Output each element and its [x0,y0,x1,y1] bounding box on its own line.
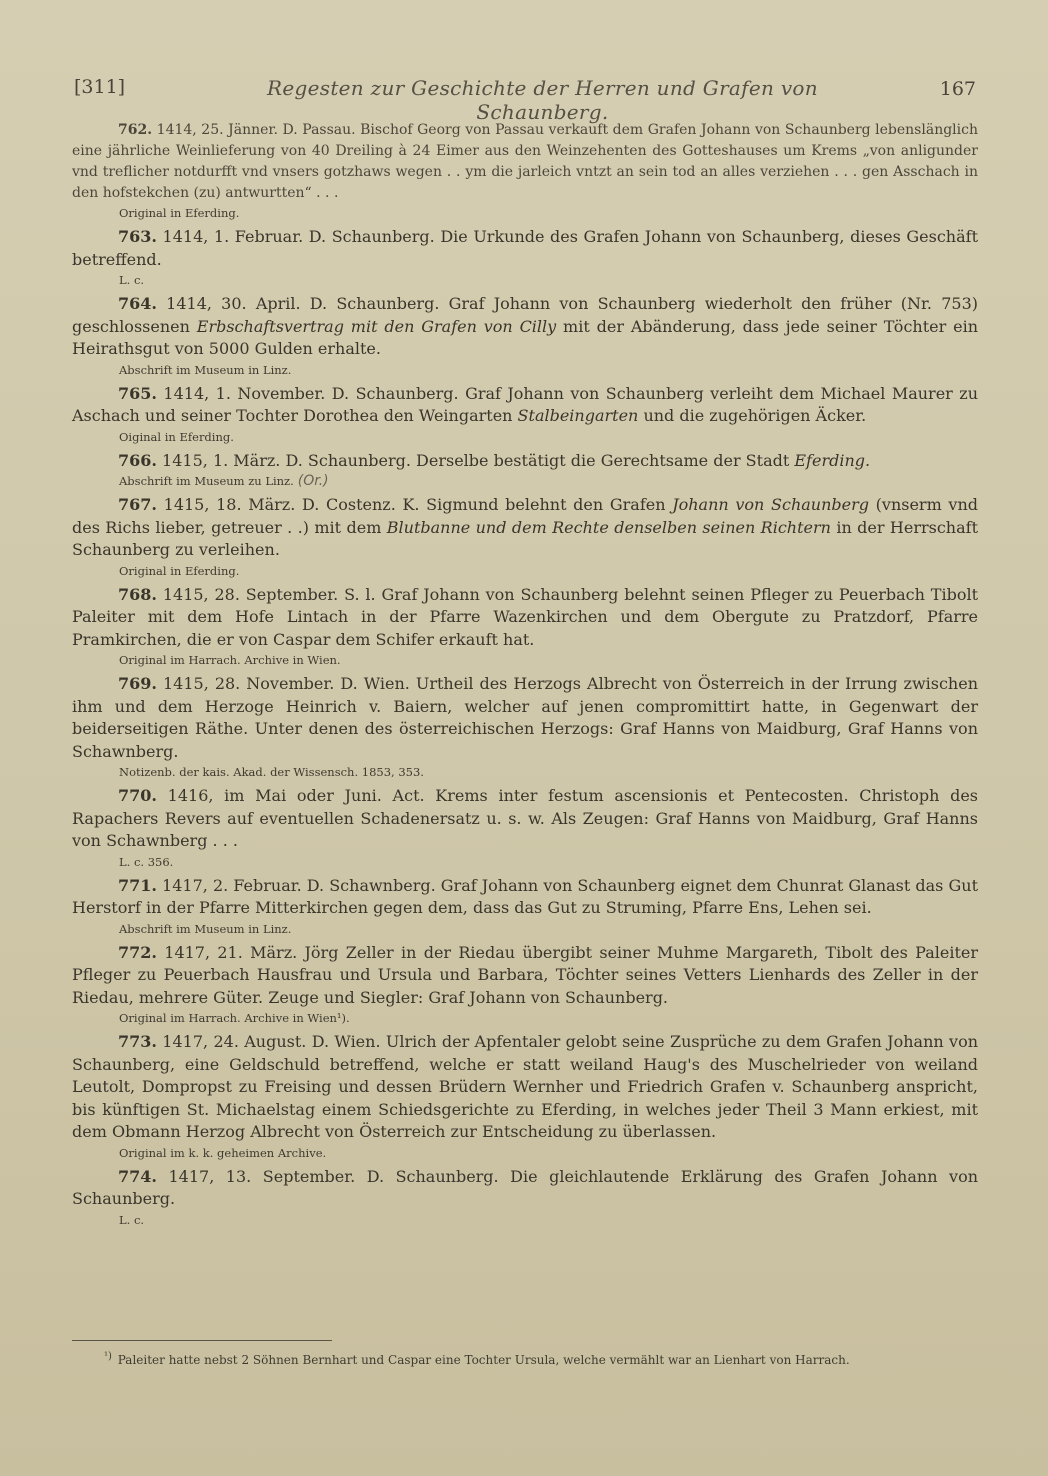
entry-text [72,785,978,853]
entry-text [72,942,978,1010]
entry-source: Original im k. k. geheimen Archive. [119,1145,327,1160]
entry-source [72,473,978,489]
entry-italic-term: Stalbeingarten [517,406,639,425]
entry-text [72,584,978,652]
entry-765 [72,383,978,445]
pencil-annotation: (Or.) [297,473,329,489]
entry-italic-term: Eferding. [794,450,871,470]
entry-body: 1417, 2. Februar. D. Schawnberg. Graf Johann von Schaunberg eignet dem Chunrat Glanast das Gut Herstorf in der Pfarre Mitterkirchen gegen dem, dass das Gut zu Struming, Pfarre Ens, Lehen sei. [72,875,978,917]
entry-number: 773. [118,1032,157,1051]
entry-source: Original im Harrach. Archive in Wien. [119,653,341,667]
entry-766 [72,450,978,490]
footnote-mark: ¹) [104,1351,112,1362]
entry-body: 1414, 25. Jänner. D. Passau. Bischof Georg von Passau verkauft dem Grafen Johann von Schaunberg lebenslänglich eine jährliche Weinlieferung von 40 Dreiling à 24 Eimer aus den Weinzehenten des Gotteshauses um Krems „von anligunder vnd treflicher notdurfft vnd vnsers gotzhaws wegen . . ym die jarleich vntzt an sein tod an alles verziehen . . . gen Asschach in den hofstekchen (zu) antwurtten“ . . . [72,122,978,201]
entry-number: 771. [118,875,157,895]
entry-number: 763. [118,227,157,246]
entry-text [72,120,978,204]
entry-body-cont: (vnserm vnd des Richs lieber, getreuer . .) mit dem [72,495,979,537]
entry-body-end: in der Herrschaft Schaunberg zu verleihen. [72,517,979,559]
entry-source: Abschrift im Museum in Linz. [119,362,292,377]
entry-italic-term: Erbschaftsvertrag mit den Grafen von Cilly [196,316,557,336]
entry-body: 1415, 28. November. D. Wien. Urtheil des Herzogs Albrecht von Österreich in der Irrung zwischen ihm und dem Herzoge Heinrich v. Baiern, welcher auf jenen compromittirt hatte, in Gegenwart der beiderseitigen Räthe. Unter denen des österreichischen Herzogs: Graf Hanns von Maidburg, Graf Hanns von Schawnberg. [72,674,978,761]
footnote-text: Paleiter hatte nebst 2 Söhnen Bernhart und Caspar eine Tochter Ursula, welche vermählt war an Lienhart von Harrach. [117,1353,850,1367]
footnote [104,1349,978,1368]
entry-text [72,450,978,473]
entry-italic-term: Johann von Schaunberg [672,495,869,514]
entry-number: 766. [118,450,157,470]
entry-body: 1417, 13. September. D. Schaunberg. Die gleichlautende Erklärung des Grafen Johann von Schaunberg. [72,1166,978,1208]
entry-number: 764. [118,294,157,313]
entry-text [72,293,978,361]
entry-772 [72,942,978,1027]
entry-773 [72,1031,978,1161]
entry-number: 765. [118,383,157,403]
entry-body: 1415, 1. März. D. Schaunberg. Derselbe bestätigt die Gerechtsame der Stadt [156,450,795,470]
page-number: 167 [939,78,976,100]
entry-source: L. c. 356. [119,854,174,869]
entry-text [72,1031,978,1144]
entry-text [72,383,978,428]
entry-text [72,673,978,763]
entry-number: 770. [118,786,157,805]
entry-774 [72,1166,978,1228]
entry-770 [72,785,978,870]
entry-number: 767. [118,495,157,514]
entry-771 [72,875,978,937]
entry-italic-term-2: Blutbanne und dem Rechte denselben seinen Richtern [386,517,831,537]
entry-body: 1417, 24. August. D. Wien. Ulrich der Apfentaler gelobt seine Zusprüche zu dem Grafen Johann von Schaunberg, eine Geldschuld betreffend, welche er statt weiland Haug's des Muschelrieder von weiland Leutolt, Dompropst zu Freising und dessen Brüdern Wernher und Friedrich Grafen v. Schaunberg anspricht, bis künftigen St. Michaelstag einem Schiedsgerichte zu Eferding, in welches jeder Theil 3 Mann erkiest, mit dem Obmann Herzog Albrecht von Österreich zur Entscheidung zu überlassen. [72,1032,978,1141]
regesten-list [72,120,978,1233]
running-title: Regesten zur Geschichte der Herren und Grafen von Schaunberg. [267,76,818,124]
entry-762 [72,120,978,221]
entry-body: 1414, 1. November. D. Schaunberg. Graf Johann von Schaunberg verleiht dem Michael Maurer zu Aschach und seiner Tochter Dorothea den Weingarten [72,383,978,425]
entry-body: 1416, im Mai oder Juni. Act. Krems inter festum ascensionis et Pentecosten. Christoph des Rapachers Revers auf eventuellen Schadenersatz u. s. w. Als Zeugen: Graf Hanns von Maidburg, Graf Hanns von Schawnberg . . . [72,786,978,850]
page-reference: [311] [74,76,126,98]
entry-number: 768. [118,584,157,604]
entry-source: L. c. [119,1212,145,1227]
entry-764 [72,293,978,378]
entry-body: 1414, 30. April. D. Schaunberg. Graf Johann von Schaunberg wiederholt den früher (Nr. 753) geschlossenen [72,294,978,336]
entry-number: 769. [118,674,157,693]
entry-number: 774. [118,1166,157,1186]
entry-source: Original im Harrach. Archive in Wien¹). [119,1011,350,1025]
entry-body: 1414, 1. Februar. D. Schaunberg. Die Urkunde des Grafen Johann von Schaunberg, dieses Geschäft betreffend. [72,227,978,269]
entry-body-cont: mit der Abänderung, dass jede seiner Töchter ein Heirathsgut von 5000 Gulden erhalte. [72,316,978,358]
entry-source: L. c. [119,273,145,287]
entry-number: 762. [118,122,153,138]
page-header [74,76,976,124]
entry-body: 1415, 28. September. S. l. Graf Johann von Schaunberg belehnt seinen Pfleger zu Peuerbach Tibolt Paleiter mit dem Hofe Lintach in der Pfarre Wazenkirchen und dem Obergute zu Pratzdorf, Pfarre Pramkirchen, die er von Caspar dem Schifer erkauft hat. [72,584,978,649]
entry-body: 1417, 21. März. Jörg Zeller in der Riedau übergibt seiner Muhme Margareth, Tibolt des Paleiter Pfleger zu Peuerbach Hausfrau und Ursula und Barbara, Töchter seines Vetters Lienhards des Zeller in der Riedau, mehrere Güter. Zeuge und Siegler: Graf Johann von Schaunberg. [72,942,978,1007]
entry-769 [72,673,978,780]
entry-body-cont: und die zugehörigen Äcker. [638,406,867,425]
entry-source: Original in Eferding. [119,563,240,578]
footnote-divider [72,1340,332,1341]
source-text: Abschrift im Museum zu Linz. [119,474,294,488]
entry-source: Notizenb. der kais. Akad. der Wissensch. 1853, 353. [119,765,424,779]
entry-source: Oiginal in Eferding. [119,429,234,444]
entry-763 [72,226,978,288]
entry-768 [72,584,978,669]
entry-text [72,494,978,562]
entry-number: 772. [118,942,157,962]
entry-source: Original in Eferding. [119,206,240,220]
entry-767 [72,494,978,579]
entry-source: Abschrift im Museum in Linz. [119,921,292,936]
entry-body: 1415, 18. März. D. Costenz. K. Sigmund belehnt den Grafen [156,495,673,514]
entry-text [72,1166,978,1211]
entry-text [72,226,978,271]
entry-text [72,875,978,920]
